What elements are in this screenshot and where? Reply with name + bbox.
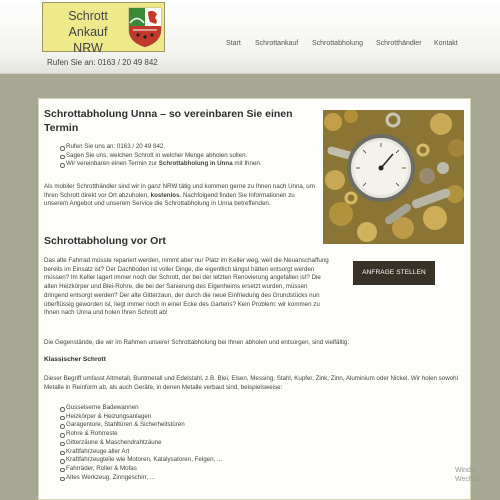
list-item: Altes Werkzeug, Zinngeschirr, ... xyxy=(59,474,359,483)
main-content xyxy=(38,98,471,500)
nav-kontakt[interactable]: Kontakt xyxy=(434,40,458,47)
scrap-metal-image xyxy=(323,110,464,244)
nav-start[interactable]: Start xyxy=(226,40,241,47)
request-button[interactable]: ANFRAGE STELLEN xyxy=(353,261,435,285)
intro-list xyxy=(59,143,319,169)
intro-text-b: . Nachfolgend finden Sie Informationen zu unserem Angebot und unserem Service die Schrottabholung in Unna betreffenden. xyxy=(44,191,295,208)
scrap-items-list xyxy=(59,404,359,482)
logo-line-1: Schrott Ankauf xyxy=(68,9,108,39)
intro-paragraph xyxy=(44,183,319,209)
list-item: Wir vereinbaren einen Termin zur Schrottabholung in Unna mit Ihnen. xyxy=(59,160,319,169)
watermark-line-2: Wechse xyxy=(455,476,481,483)
list-item: Kraftfahrzeuge aller Art xyxy=(59,448,359,457)
section-title: Schrottabholung vor Ort xyxy=(44,235,166,247)
nav-schrottankauf[interactable]: Schrottankauf xyxy=(255,40,299,47)
nav-schrottabholung[interactable]: Schrottabholung xyxy=(312,40,363,47)
logo-line-2: NRW xyxy=(73,41,103,55)
items-intro: Die Gegenstände, die wir im Rahmen unserer Schrottabholung bei Ihnen abholen und entsorgen, sind vielfältig: xyxy=(44,339,350,346)
list-item: Heizkörper & Heizungsanlagen xyxy=(59,413,359,422)
metal-paragraph: Dieser Begriff umfasst Altmetall, Buntmetall und Edelstahl, z.B. Blei, Eisen, Messing, Stahl, Kupfer, Zink, Zinn, Aluminium oder Nickel. Wir holen sowohl Metalle in Reinform ab, als auch Geräte, in denen Metalle verbaut sind, beispielsweise: xyxy=(44,375,458,391)
list-item: Sagen Sie uns, welchen Schrott in welcher Menge abholen sollen. xyxy=(59,152,319,161)
list-item: Rufen Sie uns an: 0163 / 20 49 842. xyxy=(59,143,319,152)
header-phone: Rufen Sie an: 0163 / 20 49 842 xyxy=(47,58,158,67)
scrap-metal-photo xyxy=(323,110,464,244)
list-item: Fahrräder, Roller & Mofas xyxy=(59,465,359,474)
intro-text-bold: kostenlos xyxy=(150,191,180,199)
subheading-classic-scrap: Klassischer Schrott xyxy=(44,356,106,363)
main-nav xyxy=(0,40,500,52)
nav-schrotthaendler[interactable]: Schrotthändler xyxy=(376,40,422,47)
list-item: Gusseiserne Badewannen xyxy=(59,404,359,413)
windows-activation-watermark xyxy=(455,466,480,484)
list-item: Garagentore, Stahltüren & Sicherheitstüren xyxy=(59,421,359,430)
page-title: Schrottabholung Unna – so vereinbaren Sie einen Termin xyxy=(44,108,293,134)
list-item: Rohre & Rohrreste xyxy=(59,430,359,439)
watermark-line-1: Windo xyxy=(455,467,475,474)
site-header xyxy=(0,0,500,74)
service-paragraph: Das alte Fahrrad müsste repariert werden, nimmt aber nur Platz im Keller weg, weil die Neuanschaffung bereits im Einsatz ist? Der Dachboden ist voller Dinge, die eigentlich längst hätten entsorgt werden müssen? Im Keller lagert immer noch der Schrott, der bei der letzten Renovierung angefallen ist? Die alten Heizkörper und Blei-Rohre, die bei der Sanierung des Eigenheims ersetzt wurden, müssen dringend entsorgt werden? Der alte Gitterzaun, der durch die neue Einfriedung des Grundstücks nun überflüssig geworden ist, liegt immer noch in einer Ecke des Gartens? Kein Problem: wir kommen zu Ihnen nach Unna und holen Ihren Schrott ab! xyxy=(44,257,329,317)
intro-text-a: Als mobiler Schrotthändler sind wir in ganz NRW tätig und kommen gerne zu Ihnen nach Unna, um Ihren Schrott direkt vor Ort abzuholen, xyxy=(44,183,315,199)
list-item: Kraftfahrzeugteile wie Motoren, Katalysatoren, Felgen, ... xyxy=(59,456,359,465)
list-item: Gitterzäune & Maschendrahtzäune xyxy=(59,439,359,448)
